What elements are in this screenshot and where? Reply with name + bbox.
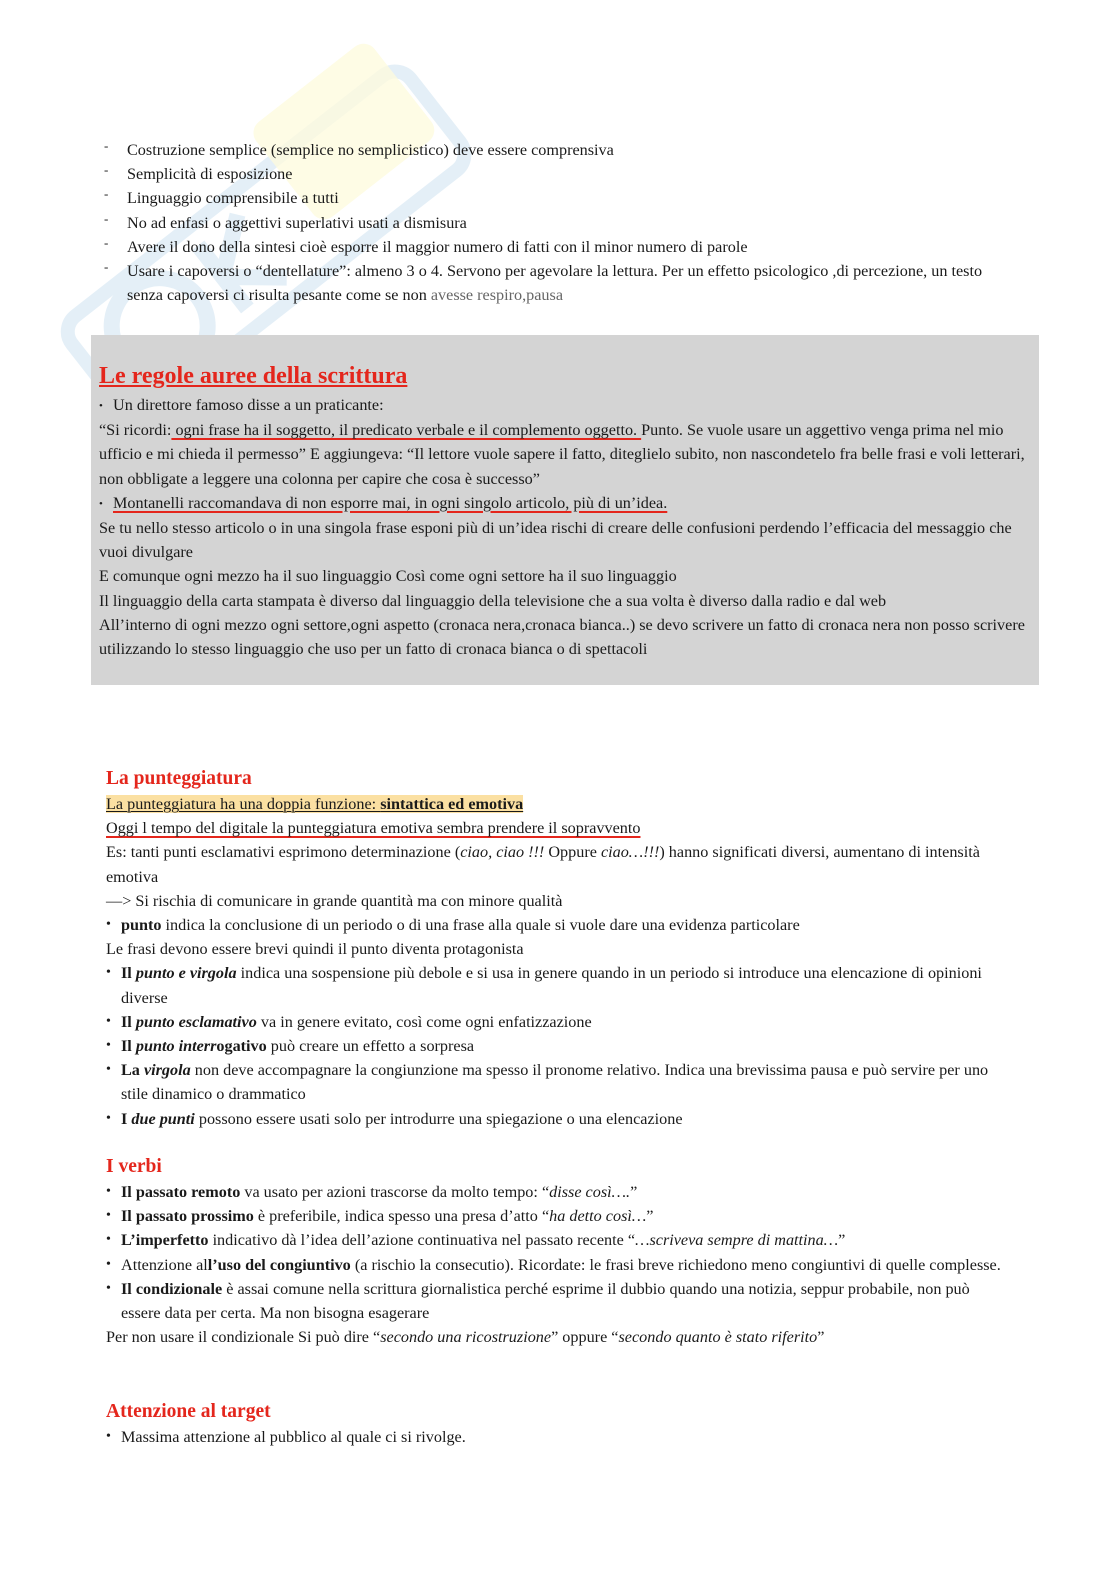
- underlined-line: [106, 816, 1006, 840]
- bold-text: I: [121, 1109, 132, 1128]
- list-item: [106, 1228, 1006, 1252]
- quote-underlined: ogni frase ha il soggetto, il predicato verbale e il complemento oggetto.: [171, 421, 642, 440]
- section-target: [106, 1399, 1006, 1449]
- list-item: [106, 1107, 1006, 1131]
- list-item: [106, 1204, 1006, 1228]
- text: Oppure: [544, 843, 601, 862]
- bold-text: Il: [121, 1012, 136, 1031]
- bold-text: punto: [121, 916, 162, 935]
- highlight-bold: sintattica ed emotiva: [380, 795, 524, 813]
- italic-text: secondo una ricostruzione: [380, 1328, 552, 1347]
- italic-text: ciao, ciao !!!: [460, 843, 545, 862]
- text: Attenzione al: [121, 1255, 208, 1274]
- bold-text: ogativo: [216, 1037, 267, 1056]
- italic-text: ha detto così…: [549, 1207, 647, 1226]
- list-item: [106, 913, 1006, 937]
- rules-paragraph-2: E comunque ogni mezzo ha il suo linguaggio Così come ogni settore ha il suo linguaggio: [99, 567, 677, 586]
- text: ”: [630, 1183, 638, 1201]
- text: ) hanno significati diversi, aumentano di intensità emotiva: [106, 843, 980, 886]
- italic-text: ciao…!!!: [600, 843, 660, 862]
- rules-title: Le regole auree della scrittura: [99, 363, 408, 389]
- list-item: - Semplicità di esposizione: [104, 162, 984, 186]
- list-item: [106, 1058, 1006, 1106]
- bold-italic-text: virgola: [143, 1061, 191, 1080]
- italic-text: …scriveva sempre di mattina…: [635, 1231, 839, 1250]
- list-item: [106, 1010, 1006, 1034]
- verbs-list: [106, 1180, 1006, 1325]
- italic-text: secondo quanto è stato riferito: [618, 1328, 818, 1347]
- text: è preferibile, indica spesso una presa d’atto “: [253, 1207, 550, 1226]
- bold-italic-text: punto e virgola: [135, 964, 237, 983]
- rules-paragraph-1: Se tu nello stesso articolo o in una singola frase esponi più di un’idea rischi di creare delle confusioni perdendo l’efficacia del messaggio che vuoi divulgare: [99, 519, 1012, 562]
- underlined-text: Oggi l tempo del digitale la punteggiatura emotiva sembra prendere il sopravvento: [106, 819, 641, 838]
- quote-start: “Si ricordi:: [99, 421, 172, 440]
- text: va usato per azioni trascorse da molto tempo: “: [240, 1183, 550, 1201]
- list-item: [106, 1034, 1006, 1058]
- bold-text: Il: [121, 964, 136, 983]
- text: (a rischio la consecutio). Ricordate: le frasi breve richiedono meno congiuntivi di quelle complesse.: [350, 1255, 1001, 1274]
- quote-rest: Punto. Se vuole usare un aggettivo venga prima nel mio ufficio e mi chieda il permesso” E aggiungeva: “Il lettore vuole sapere il fatto, diteglielo subito, non nascondetelo fra belle frasi e voli letterari, non obbligate a leggere una colonna per capire che cosa è successo”: [99, 421, 1025, 488]
- rules-paragraph-4: All’interno di ogni mezzo ogni settore,ogni aspetto (cronaca nera,cronaca bianca..) se devo scrivere un fatto di cronaca nera non posso scrivere utilizzando lo stesso linguaggio che uso per un fatto di cronaca bianca o di spettacoli: [99, 615, 1025, 659]
- list-item-grey-text: avesse respiro,pausa: [430, 286, 564, 305]
- text: va in genere evitato, così come ogni enfatizzazione: [256, 1012, 592, 1031]
- target-list: [106, 1425, 1006, 1449]
- bullet-icon: •: [99, 497, 103, 510]
- text: indicativo dà l’idea dell’azione continuativa nel passato recente “: [208, 1231, 636, 1250]
- bold-italic-text: due punti: [131, 1109, 195, 1128]
- text: è assai comune nella scrittura giornalistica perché esprime il dubbio quando una notizia, seppur probabile, non può essere data per certa. Ma non bisogna esagerare: [121, 1279, 970, 1323]
- list-item-text: Usare i capoversi o “dentellature”: almeno 3 o 4. Servono per agevolare la lettura. Per un effetto psicologico ,di percezione, un testo senza capoversi ci risulta pesante come se non: [127, 262, 983, 305]
- rules-bullet-1-text: Un direttore famoso disse a un praticante:: [113, 396, 384, 414]
- rules-quote: [99, 418, 1035, 491]
- text: indica una sospensione più debole e si usa in genere quando in un periodo si introduce una elencazione di opinioni diverse: [121, 964, 982, 1007]
- section-verbi: [106, 1154, 1006, 1349]
- list-item: - Avere il dono della sintesi cioè esporre il maggior numero di fatti con il minor numero di parole: [104, 235, 984, 259]
- conditional-alternatives: [106, 1325, 1006, 1349]
- text: non deve accompagnare la congiunzione ma spesso il pronome relativo. Indica una brevissima pausa e può servire per uno stile dinamico o drammatico: [121, 1061, 989, 1104]
- text: indica la conclusione di un periodo o di una frase alla quale si vuole dare una evidenza particolare: [161, 916, 800, 935]
- intro-list: [104, 138, 984, 307]
- bold-text: l’uso del congiuntivo: [207, 1255, 351, 1274]
- bold-text: Il: [121, 1037, 136, 1056]
- bold-text: Il passato prossimo: [121, 1207, 254, 1226]
- bold-text: Il condizionale: [121, 1279, 223, 1298]
- list-item: - No ad enfasi o aggettivi superlativi usati a dismisura: [104, 211, 984, 235]
- rules-bullet-1: [99, 393, 1035, 418]
- punctuation-list: [106, 961, 1006, 1130]
- example-line: [106, 840, 1006, 888]
- bold-italic-text: punto esclamativo: [135, 1012, 257, 1031]
- bold-text: L’imperfetto: [121, 1231, 209, 1250]
- frasi-line: Le frasi devono essere brevi quindi il punto diventa protagonista: [106, 940, 524, 959]
- italic-text: disse così….: [549, 1183, 631, 1201]
- highlight-line: [106, 792, 1006, 816]
- highlight-text: La punteggiatura ha una doppia funzione:: [106, 795, 381, 813]
- list-item: [104, 259, 984, 307]
- rules-box: [91, 335, 1039, 685]
- rules-bullet-2-text: Montanelli raccomandava di non esporre mai, in ogni singolo articolo, più di un’idea.: [113, 493, 668, 512]
- list-item: [106, 1253, 1006, 1277]
- section-title: La punteggiatura: [106, 768, 252, 789]
- section-punteggiatura: [106, 766, 1006, 1131]
- list-item: - Costruzione semplice (semplice no semplicistico) deve essere comprensiva: [104, 138, 984, 162]
- bold-text: Il passato remoto: [121, 1183, 241, 1201]
- rules-bullet-2: [99, 491, 1035, 516]
- rules-paragraph-3: Il linguaggio della carta stampata è diverso dal linguaggio della televisione che a sua volta è diverso dalla radio e dal web: [99, 591, 887, 610]
- text: ”: [838, 1231, 846, 1250]
- text: può creare un effetto a sorpresa: [266, 1037, 475, 1056]
- list-item: - Linguaggio comprensibile a tutti: [104, 186, 984, 210]
- text: Per non usare il condizionale Si può dire “: [106, 1328, 381, 1347]
- text: ”: [817, 1328, 825, 1347]
- bullet-icon: •: [99, 400, 103, 412]
- list-item: • Massima attenzione al pubblico al quale ci si rivolge.: [106, 1425, 1006, 1449]
- text: Es: tanti punti esclamativi esprimono determinazione (: [106, 843, 461, 862]
- list-item: [106, 1277, 1006, 1325]
- arrow-line: —> Si rischia di comunicare in grande quantità ma con minore qualità: [106, 891, 563, 910]
- list-item: [106, 961, 1006, 1009]
- text: ” oppure “: [551, 1328, 619, 1347]
- section-title: I verbi: [106, 1156, 162, 1177]
- bold-italic-text: punto interr: [135, 1037, 217, 1056]
- punto-list: [106, 913, 1006, 937]
- bold-text: La: [121, 1061, 144, 1080]
- list-item: [106, 1180, 1006, 1204]
- text: ”: [646, 1207, 654, 1226]
- section-title: Attenzione al target: [106, 1401, 271, 1422]
- text: possono essere usati solo per introdurre una spiegazione o una elencazione: [194, 1109, 683, 1128]
